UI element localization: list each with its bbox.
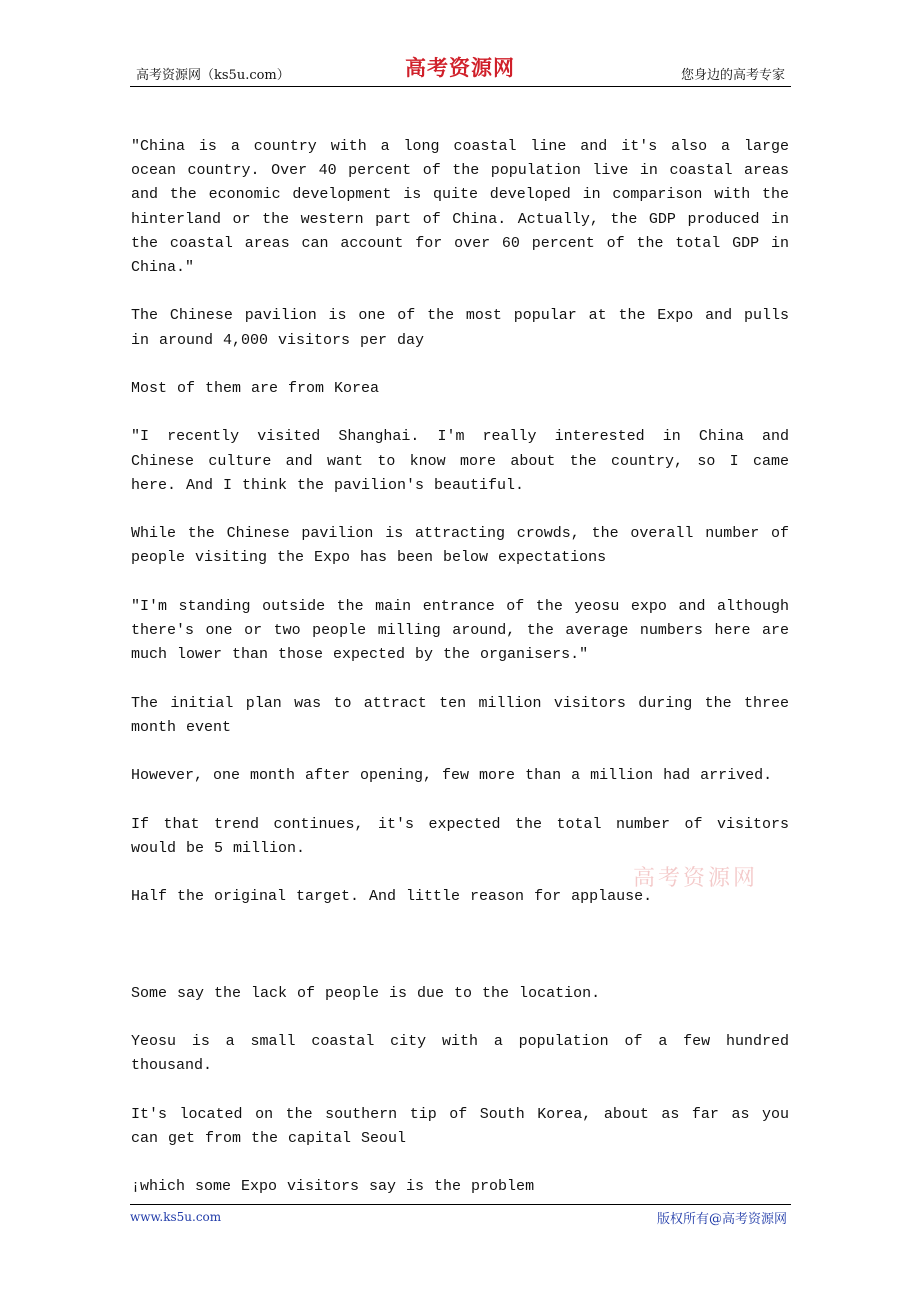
paragraph: Most of them are from Korea <box>131 380 380 397</box>
paragraph: It's located on the southern tip of South Korea, about as far as you can get from the capital Seoul <box>131 1105 789 1147</box>
paragraph: "I recently visited Shanghai. I'm really interested in China and Chinese culture and want to know more about the country, so I came here. And I think the pavilion's beautiful. <box>131 428 789 494</box>
paragraph: If that trend continues, it's expected the total number of visitors would be 5 million. <box>131 815 789 857</box>
page-header <box>130 52 791 87</box>
paragraph: However, one month after opening, few more than a million had arrived. <box>131 767 773 785</box>
footer-url-link[interactable]: www.ks5u.com <box>130 1210 222 1224</box>
section-gap <box>131 934 789 982</box>
paragraph: "China is a country with a long coastal line and it's also a large ocean country. Over 40 percent of the population live in coastal areas and the economic development is quite developed in comparison with the hinterland or the western part of China. Actually, the GDP produced in the coastal areas can account for over 60 percent of the total GDP in China." <box>131 138 789 277</box>
paragraph: Some say the lack of people is due to the location. <box>131 984 601 1002</box>
page-footer <box>130 1204 791 1229</box>
paragraph: ¡which some Expo visitors say is the problem <box>131 1178 535 1196</box>
header-logo: 高考资源网 <box>405 55 515 80</box>
header-site-name: 高考资源网（ks5u.com） <box>136 68 290 83</box>
paragraph: The initial plan was to attract ten million visitors during the three month event <box>131 694 789 736</box>
paragraph: While the Chinese pavilion is attracting crowds, the overall number of people visiting the Expo has been below expectations <box>131 525 789 567</box>
header-slogan: 您身边的高考专家 <box>680 68 785 83</box>
footer-copyright: 版权所有@高考资源网 <box>656 1212 787 1227</box>
paragraph: Half the original target. And little reason for applause. <box>131 888 653 906</box>
paragraph: Yeosu is a small coastal city with a population of a few hundred thousand. <box>131 1032 789 1075</box>
paragraph: The Chinese pavilion is one of the most popular at the Expo and pulls in around 4,000 visitors per day <box>131 307 789 349</box>
article-body <box>131 135 789 1224</box>
watermark-stamp: 高考资源网 <box>633 866 759 891</box>
paragraph: "I'm standing outside the main entrance of the yeosu expo and although there's one or two people milling around, the average numbers here are much lower than those expected by the organisers." <box>131 597 789 664</box>
